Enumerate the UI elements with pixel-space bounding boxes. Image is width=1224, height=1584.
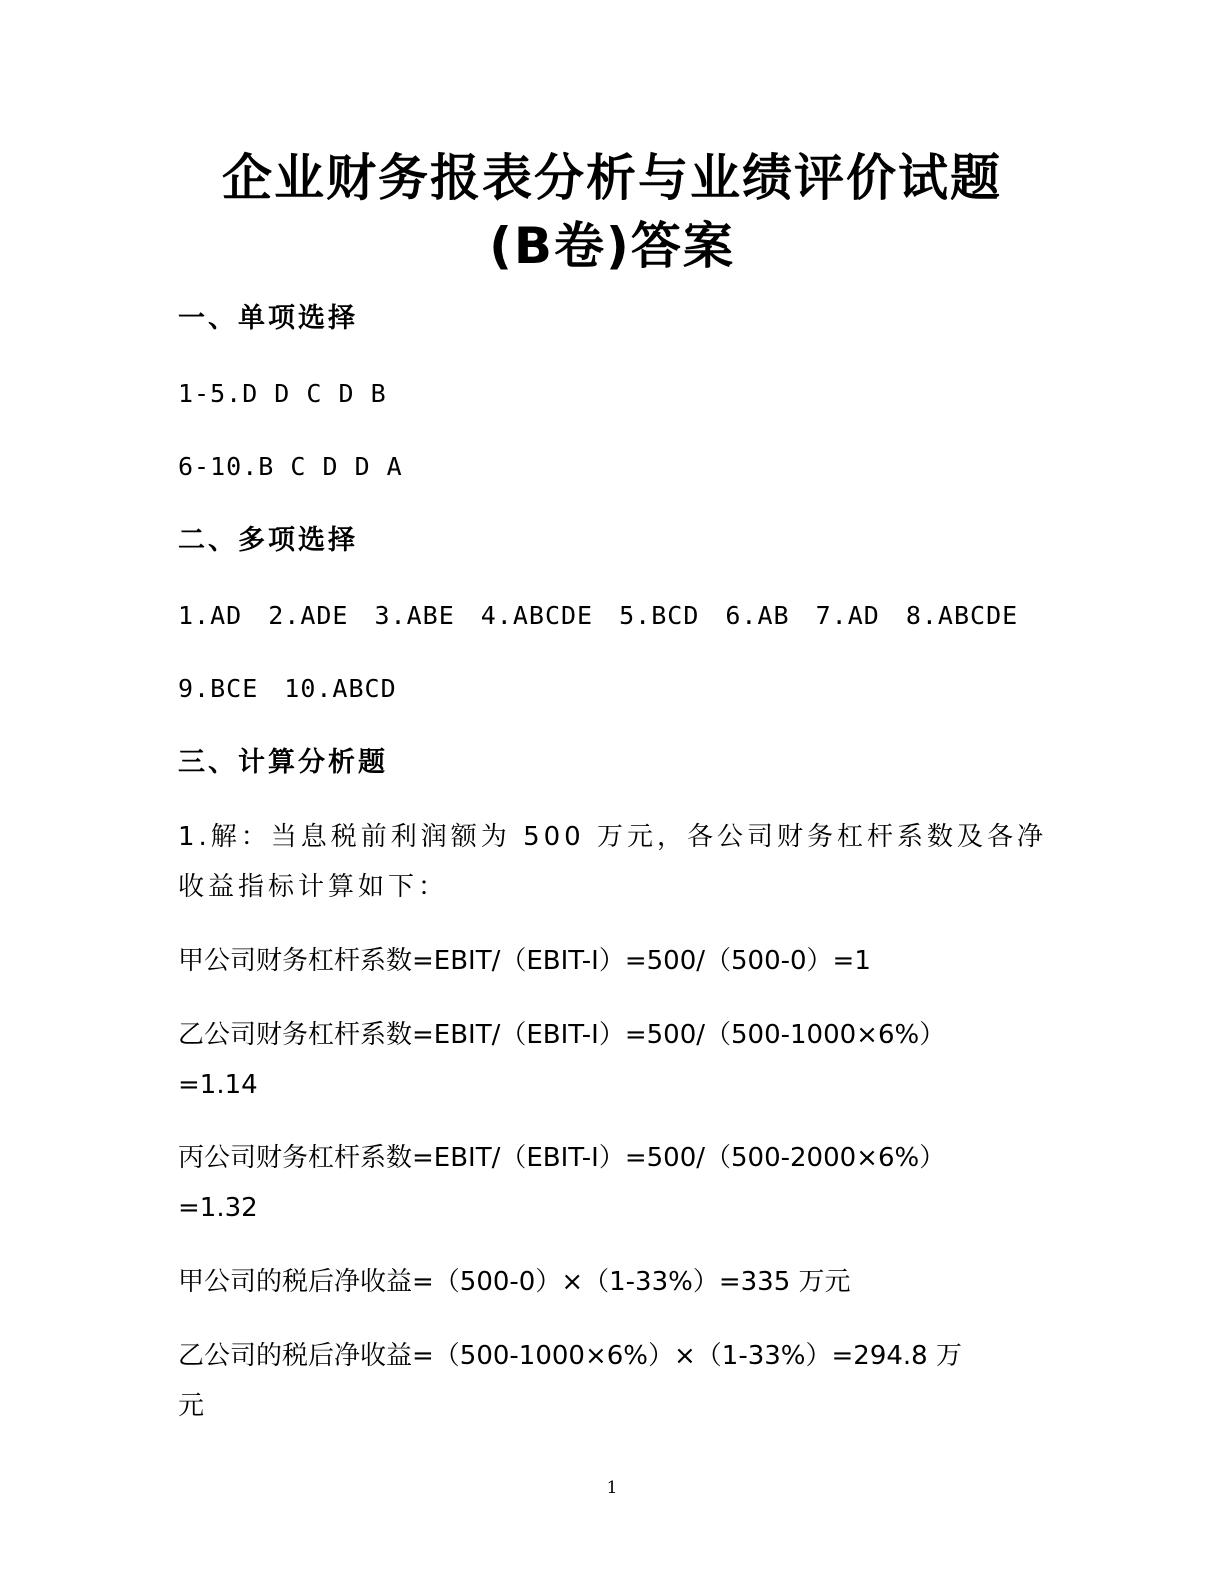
section2-heading: 二、多项选择 — [178, 525, 358, 556]
mc-answer: 3.ABE — [374, 601, 455, 630]
dfl-company-bing-line1: 丙公司财务杠杆系数=EBIT/（EBIT-I）=500/（500-2000×6%） — [178, 1143, 946, 1173]
net-income-company-yi-line2: 元 — [178, 1391, 205, 1421]
document-title-line2: (B卷)答案 — [489, 217, 735, 275]
section1-answers-row1: 1-5.D D C D B — [178, 379, 387, 408]
calc-intro-line2: 收益指标计算如下： — [178, 872, 449, 902]
mc-answer: 4.ABCDE — [480, 601, 594, 630]
section1-heading: 一、单项选择 — [178, 303, 358, 334]
dfl-company-yi-line1: 乙公司财务杠杆系数=EBIT/（EBIT-I）=500/（500-1000×6%） — [178, 1020, 946, 1050]
mc-answer: 7.AD — [815, 601, 880, 630]
mc-answer: 10.ABCD — [284, 674, 397, 703]
document-title-line1: 企业财务报表分析与业绩评价试题 — [222, 149, 1002, 207]
section3-heading: 三、计算分析题 — [178, 747, 388, 778]
mc-answer: 8.ABCDE — [905, 601, 1019, 630]
mc-answer: 5.BCD — [619, 601, 700, 630]
section2-answers-row1 — [178, 599, 1058, 633]
net-income-company-yi-line1: 乙公司的税后净收益=（500-1000×6%）×（1-33%）=294.8 万 — [178, 1341, 962, 1371]
dfl-company-jia: 甲公司财务杠杆系数=EBIT/（EBIT-I）=500/（500-0）=1 — [178, 946, 871, 976]
mc-answer: 6.AB — [725, 601, 790, 630]
section2-answers-row2 — [178, 672, 1058, 706]
section1-answers-row2: 6-10.B C D D A — [178, 452, 403, 481]
net-income-company-jia: 甲公司的税后净收益=（500-0）×（1-33%）=335 万元 — [178, 1267, 851, 1297]
mc-answer: 9.BCE — [178, 674, 259, 703]
page-number: 1 — [606, 1478, 618, 1498]
mc-answer: 1.AD — [178, 601, 243, 630]
calc-intro-line1: 1.解：当息税前利润额为 500 万元，各公司财务杠杆系数及各净 — [178, 822, 1047, 852]
dfl-company-bing-line2: =1.32 — [178, 1193, 258, 1223]
dfl-company-yi-line2: =1.14 — [178, 1070, 258, 1100]
mc-answer: 2.ADE — [268, 601, 349, 630]
